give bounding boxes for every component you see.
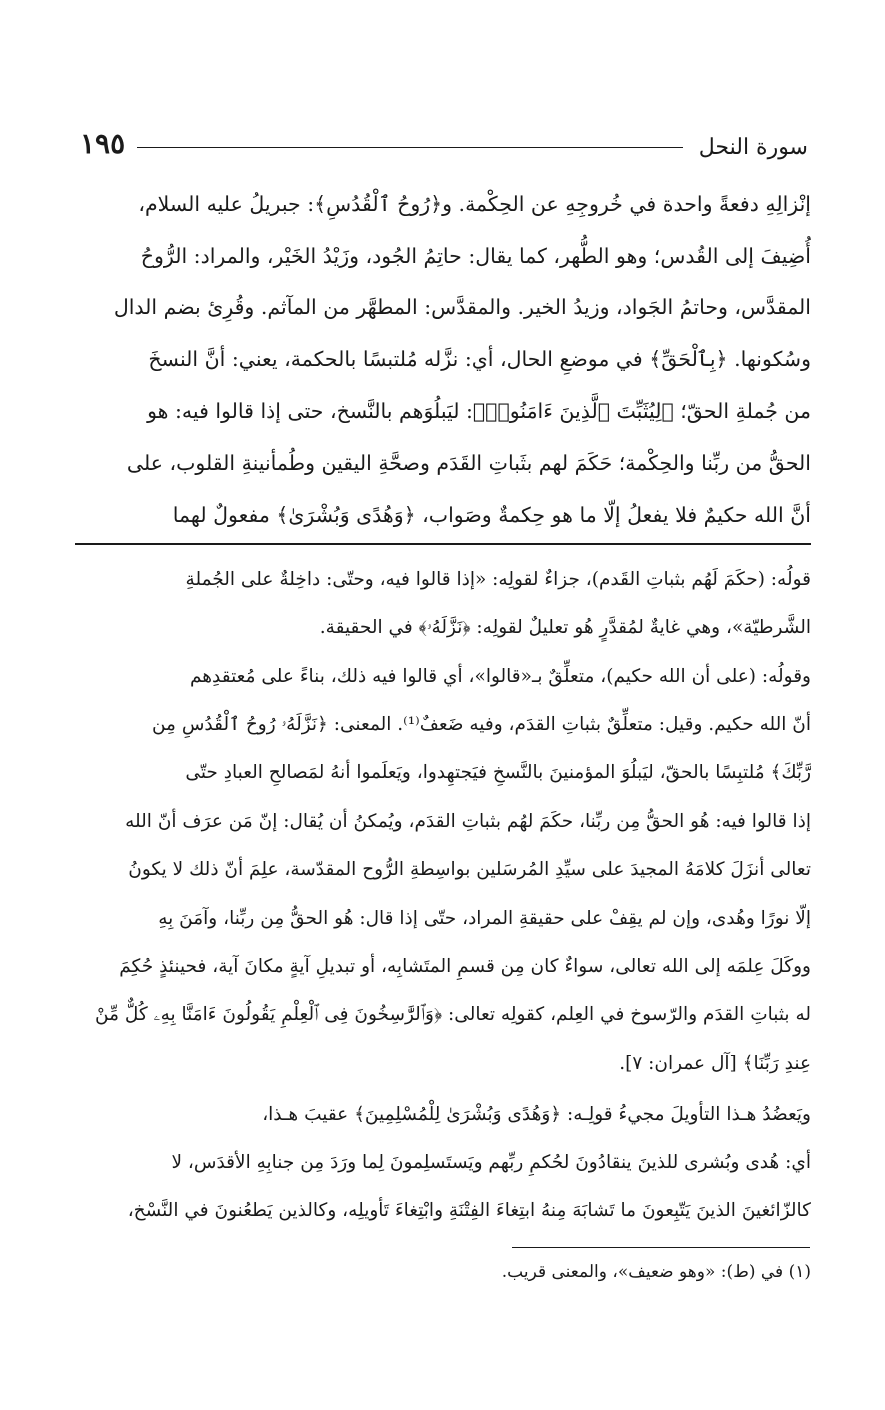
commentary-line: رَّبِّكَ﴾ مُلتبِسًا بالحقّ، ليَبلُوَ المؤمنينَ بالنَّسخِ فيَجتهِدوا، ويَعلَموا أنهُ لمَصالحِ العبادِ حتّى — [185, 762, 811, 784]
main-line: المقدَّس، وحاتمُ الجَواد، وزيدُ الخير. والمقدَّس: المطهَّر من المآثم. وقُرِئ بضم الدال — [113, 295, 811, 320]
text-separator — [75, 543, 811, 545]
commentary-line: كالزّائغينَ الذينَ يَتّبِعونَ ما تَشابَهَ مِنهُ ابتِغاءَ الفِتْنَةِ وابْتِغاءَ تَأويلِه، وكالذين يَطعُنونَ في النَّسْخ، — [127, 1200, 811, 1222]
footnote: (١) في (ط): «وهو ضعيف»، والمعنى قريب. — [501, 1262, 811, 1282]
header-rule — [137, 147, 683, 148]
main-line: من جُملةِ الحقّ؛ ﴿لِيُثَبِّتَ ٱلَّذِينَ ءَامَنُوا۟﴾: ليَبلُوَهم بالنَّسخ، حتى إذا قالوا فيه: هو — [147, 399, 811, 424]
page-number: ١٩٥ — [80, 127, 126, 160]
commentary-paragraph-1 — [75, 555, 811, 652]
commentary-paragraph-3 — [75, 1090, 811, 1235]
commentary-line: الشَّرطيّة»، وهي غايةٌ لمُقدَّرٍ هُو تعليلٌ لقولِه: ﴿نَزَّلَهُۥ﴾ في الحقيقة. — [319, 617, 811, 639]
commentary-line: له بثباتِ القدَم والرّسوخ في العِلم، كقولِه تعالى: ﴿وَٱلرَّٰسِخُونَ فِى ٱلْعِلْمِ يَقُولُونَ ءَامَنَّا بِهِۦ كُلٌّ مِّنْ — [94, 1004, 811, 1026]
commentary-line: أنّ الله حكيم. وقيل: متعلِّقٌ بثباتِ القدَم، وفيه ضَعفٌ⁽¹⁾. المعنى: ﴿نَزَّلَهُۥ رُوحُ ٱلْقُدُسِ مِن — [151, 714, 811, 736]
surah-title: سورة النحل — [698, 135, 808, 160]
commentary-line: وقولُه: (على أن الله حكيم)، متعلِّقٌ بـ«قالوا»، أي قالوا فيه ذلك، بناءً على مُعتقدِهم — [189, 665, 811, 687]
commentary-line: إذا قالوا فيه: هُو الحقُّ مِن ربِّنا، حكَمَ لهُم بثباتِ القدَم، ويُمكنُ أن يُقال: إنّ مَن عرَف أنّ الله — [125, 810, 811, 832]
page-header — [80, 112, 808, 160]
footnote-separator — [512, 1247, 810, 1248]
commentary-line: ويَعضُدُ هـذا التأويلَ مجيءُ قولِـه: ﴿وَهُدًى وَبُشْرَىٰ لِلْمُسْلِمِينَ﴾ عقيبَ هـذا، — [262, 1103, 811, 1125]
main-line: وسُكونها. ﴿بِٱلْحَقِّ﴾ في موضعِ الحال، أي: نزَّله مُلتبسًا بالحكمة، يعني: أنَّ النسخَ — [148, 347, 811, 372]
commentary-paragraph-2 — [75, 652, 811, 1088]
main-text — [75, 178, 811, 541]
commentary-line: قولُه: (حكَمَ لَهُم بثباتِ القَدم)، جزاءٌ لقولِه: «إذا قالوا فيه، وحتّى: داخِلةٌ على الجُملةِ — [185, 568, 811, 590]
commentary-line: عِندِ رَبِّنَا﴾ [آل عمران: ٧]. — [619, 1052, 811, 1074]
main-line: الحقُّ من ربِّنا والحِكْمة؛ حَكَمَ لهم بثَباتِ القَدَم وصحَّةِ اليقين وطُمأنينةِ القلوب، على — [126, 450, 811, 475]
commentary-line: ووكَلَ عِلمَه إلى الله تعالى، سواءٌ كان مِن قسمِ المتَشابِه، أو تبديلِ آيةٍ مكانَ آية، فحينئذٍ حُكِمَ — [119, 956, 811, 978]
main-line: أُضِيفَ إلى القُدس؛ وهو الطُّهر، كما يقال: حاتِمُ الجُود، وزَيْدُ الخَيْر، والمراد: الرُّوحُ — [140, 243, 811, 268]
commentary-line: أي: هُدى وبُشرى للذينَ ينقادُونَ لحُكمِ ربِّهم ويَستَسلِمونَ لِما ورَدَ مِن جنابِهِ الأقدَس، لا — [171, 1152, 811, 1174]
commentary-line: إلّا نورًا وهُدى، وإن لم يقِفْ على حقيقةِ المراد، حتّى إذا قال: هُو الحقُّ مِن ربِّنا، وآمَنَ بِهِ — [158, 907, 811, 929]
commentary-line: تعالى أنزَلَ كلامَهُ المجيدَ على سيِّدِ المُرسَلين بواسِطةِ الرُّوح المقدّسة، علِمَ أنّ ذلك لا يكونُ — [128, 859, 811, 881]
main-line: إنْزالِهِ دفعةً واحدة في خُروجِهِ عن الحِكْمة. و﴿رُوحُ ٱلْقُدُسِ﴾: جبريلُ عليه السلام، — [138, 191, 811, 216]
main-line: أنَّ الله حكيمٌ فلا يفعلُ إلّا ما هو حِكمةٌ وصَواب، ﴿وَهُدًى وَبُشْرَىٰ﴾ مفعولٌ لهما — [172, 502, 811, 527]
